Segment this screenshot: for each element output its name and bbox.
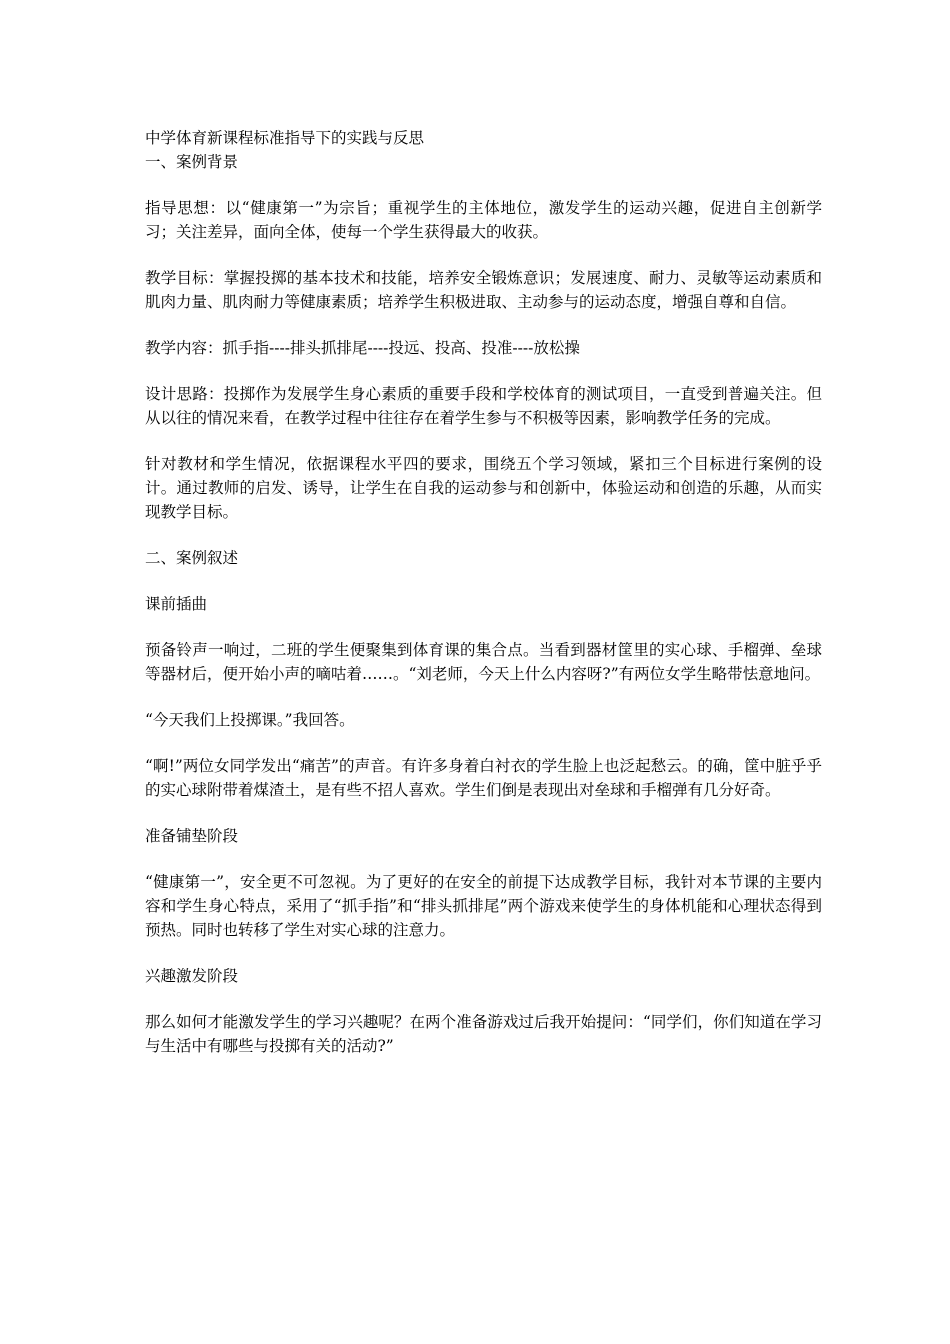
paragraph-design-detail: 针对教材和学生情况，依据课程水平四的要求，围绕五个学习领域，紧扣三个目标进行案例的设计。通过教师的启发、诱导，让学生在自我的运动参与和创新中，体验运动和创造的乐趣，从而实现教学目标。 <box>145 455 822 521</box>
subheading-interest: 兴趣激发阶段 <box>145 967 239 985</box>
paragraph-answer: “今天我们上投掷课。”我回答。 <box>145 711 355 729</box>
paragraph-reaction: “啊!”两位女同学发出“痛苦”的声音。有许多身着白衬衣的学生脸上也泛起愁云。的确，筐中脏乎乎的实心球附带着煤渣土，是有些不招人喜欢。学生们倒是表现出对垒球和手榴弹有几分好奇。 <box>145 757 822 799</box>
paragraph-bell: 预备铃声一响过，二班的学生便聚集到体育课的集合点。当看到器材筐里的实心球、手榴弹、垒球等器材后，便开始小声的嘀咕着……。“刘老师，今天上什么内容呀?”有两位女学生略带怯意地问。 <box>145 641 822 683</box>
document-body <box>145 126 822 1058</box>
section-heading-narrative: 二、案例叙述 <box>145 549 239 567</box>
paragraph-teaching-content: 教学内容：抓手指----排头抓排尾----投远、投高、投准----放松操 <box>145 339 580 357</box>
paragraph-design-idea: 设计思路：投掷作为发展学生身心素质的重要手段和学校体育的测试项目，一直受到普遍关注。但从以往的情况来看，在教学过程中往往存在着学生参与不积极等因素，影响教学任务的完成。 <box>145 385 822 427</box>
subheading-preparation: 准备铺垫阶段 <box>145 827 239 845</box>
document-title: 中学体育新课程标准指导下的实践与反思 <box>145 129 425 147</box>
subheading-before-class: 课前插曲 <box>145 595 208 613</box>
paragraph-safety: “健康第一”，安全更不可忽视。为了更好的在安全的前提下达成教学目标，我针对本节课的主要内容和学生身心特点，采用了“抓手指”和“排头抓排尾”两个游戏来使学生的身体机能和心理状态得到预热。同时也转移了学生对实心球的注意力。 <box>145 873 822 939</box>
paragraph-guiding-thought: 指导思想：以“健康第一”为宗旨；重视学生的主体地位，激发学生的运动兴趣，促进自主创新学习；关注差异，面向全体，使每一个学生获得最大的收获。 <box>145 199 822 241</box>
paragraph-teaching-goals: 教学目标：掌握投掷的基本技术和技能，培养安全锻炼意识；发展速度、耐力、灵敏等运动素质和肌肉力量、肌肉耐力等健康素质；培养学生积极进取、主动参与的运动态度，增强自尊和自信。 <box>145 269 822 311</box>
section-heading-background: 一、案例背景 <box>145 153 239 171</box>
paragraph-question: 那么如何才能激发学生的学习兴趣呢？在两个准备游戏过后我开始提问：“同学们，你们知道在学习与生活中有哪些与投掷有关的活动?” <box>145 1013 822 1055</box>
